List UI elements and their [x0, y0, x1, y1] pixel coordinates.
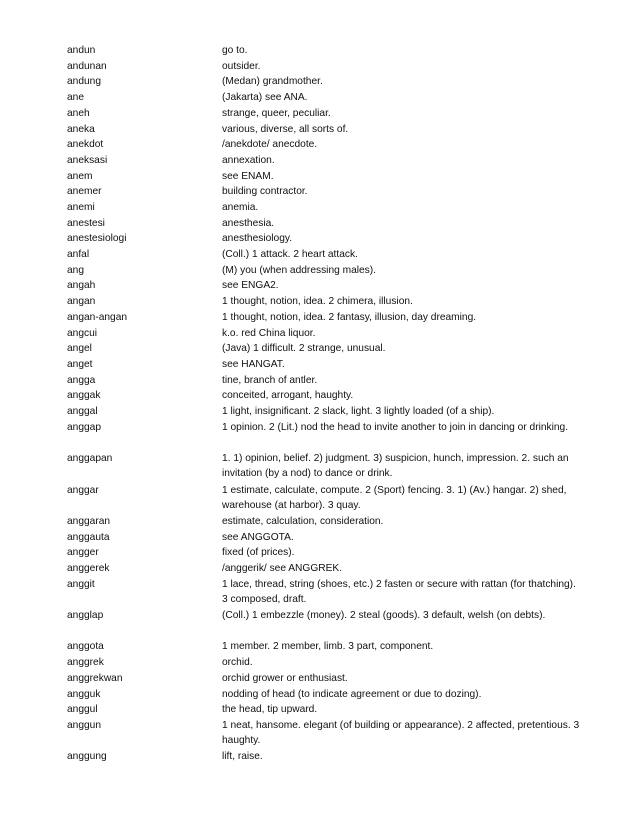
entry-definition: building contractor. — [222, 186, 308, 197]
entry-definition: 1. 1) opinion, belief. 2) judgment. 3) suspicion, hunch, impression. 2. such an invitation (by a nod) to dance or drink. — [222, 453, 569, 480]
entry-term: andun — [67, 45, 96, 56]
entry-term: anggap — [67, 422, 101, 433]
entry-definition: /anggerik/ see ANGGREK. — [222, 563, 343, 574]
entry-definition: (Jakarta) see ANA. — [222, 92, 308, 103]
entry-term: angcui — [67, 328, 98, 339]
entry-definition: 1 member. 2 member, limb. 3 part, component. — [222, 641, 434, 652]
entry-term: anggar — [67, 485, 99, 496]
entry-term: angguk — [67, 689, 101, 700]
entry-term: anemi — [67, 202, 95, 213]
entry-definition: anemia. — [222, 202, 259, 213]
entry-definition: conceited, arrogant, haughty. — [222, 390, 354, 401]
entry-term: aneka — [67, 124, 95, 135]
entry-term: angga — [67, 375, 96, 386]
entry-term: anekdot — [67, 139, 104, 150]
entry-definition: orchid grower or enthusiast. — [222, 673, 348, 684]
entry-definition: 1 thought, notion, idea. 2 chimera, illusion. — [222, 296, 413, 307]
entry-term: anggota — [67, 641, 104, 652]
entry-definition: annexation. — [222, 155, 275, 166]
entry-term: angglap — [67, 610, 104, 621]
entry-term: anestesiologi — [67, 233, 127, 244]
entry-term: anfal — [67, 249, 90, 260]
entry-definition: estimate, calculation, consideration. — [222, 516, 384, 527]
entry-definition: see ENAM. — [222, 171, 274, 182]
entry-term: anggrek — [67, 657, 104, 668]
entry-term: anggrekwan — [67, 673, 123, 684]
entry-term: angah — [67, 280, 96, 291]
entry-definition: (Java) 1 difficult. 2 strange, unusual. — [222, 343, 386, 354]
entry-definition: (Coll.) 1 attack. 2 heart attack. — [222, 249, 358, 260]
entry-term: aneksasi — [67, 155, 108, 166]
entry-definition: various, diverse, all sorts of. — [222, 124, 349, 135]
entry-term: angel — [67, 343, 92, 354]
entry-term: anggapan — [67, 453, 113, 464]
entry-term: anggit — [67, 579, 95, 590]
entry-definition: orchid. — [222, 657, 253, 668]
entry-term: ang — [67, 265, 84, 276]
entry-definition: tine, branch of antler. — [222, 375, 318, 386]
entry-definition: see ANGGOTA. — [222, 532, 294, 543]
entry-definition: (M) you (when addressing males). — [222, 265, 377, 276]
entry-definition: go to. — [222, 45, 248, 56]
entry-definition: anesthesiology. — [222, 233, 293, 244]
entry-term: angger — [67, 547, 99, 558]
entry-term: anggal — [67, 406, 98, 417]
entry-term: angan-angan — [67, 312, 128, 323]
entry-definition: 1 light, insignificant. 2 slack, light. 3 lightly loaded (of a ship). — [222, 406, 495, 417]
entry-definition: nodding of head (to indicate agreement or due to dozing). — [222, 689, 482, 700]
entry-definition: see HANGAT. — [222, 359, 285, 370]
entry-term: anem — [67, 171, 93, 182]
entry-term: aneh — [67, 108, 90, 119]
entry-definition: the head, tip upward. — [222, 704, 318, 715]
entry-definition: 1 neat, hansome. elegant (of building or appearance). 2 affected, pretentious. 3 haughty. — [222, 720, 580, 747]
entry-term: ane — [67, 92, 84, 103]
entry-term: andung — [67, 76, 101, 87]
entry-term: anggaran — [67, 516, 111, 527]
entry-definition: lift, raise. — [222, 751, 263, 762]
entry-term: anggauta — [67, 532, 110, 543]
entry-term: angan — [67, 296, 96, 307]
entry-definition: outsider. — [222, 61, 261, 72]
entry-term: anggul — [67, 704, 98, 715]
entry-definition: 1 opinion. 2 (Lit.) nod the head to invite another to join in dancing or drinking. — [222, 422, 569, 433]
entry-term: anget — [67, 359, 93, 370]
entry-definition: k.o. red China liquor. — [222, 328, 316, 339]
entry-definition: 1 lace, thread, string (shoes, etc.) 2 fasten or secure with rattan (for thatching). 3 composed, draft. — [222, 579, 576, 606]
entry-definition: see ENGA2. — [222, 280, 279, 291]
entry-term: anestesi — [67, 218, 105, 229]
entry-term: anggun — [67, 720, 101, 731]
entry-definition: anesthesia. — [222, 218, 275, 229]
entry-term: anggerek — [67, 563, 110, 574]
entry-term: anggung — [67, 751, 107, 762]
entry-definition: (Medan) grandmother. — [222, 76, 323, 87]
entry-definition: fixed (of prices). — [222, 547, 295, 558]
entry-definition: (Coll.) 1 embezzle (money). 2 steal (goods). 3 default, welsh (on debts). — [222, 610, 546, 621]
entry-definition: /anekdote/ anecdote. — [222, 139, 318, 150]
entry-definition: 1 estimate, calculate, compute. 2 (Sport) fencing. 3. 1) (Av.) hangar. 2) shed, warehouse (at harbor). 3 quay. — [222, 485, 567, 512]
entry-term: anggak — [67, 390, 101, 401]
entry-term: andunan — [67, 61, 107, 72]
entry-definition: strange, queer, peculiar. — [222, 108, 331, 119]
entry-term: anemer — [67, 186, 102, 197]
entry-definition: 1 thought, notion, idea. 2 fantasy, illusion, day dreaming. — [222, 312, 477, 323]
